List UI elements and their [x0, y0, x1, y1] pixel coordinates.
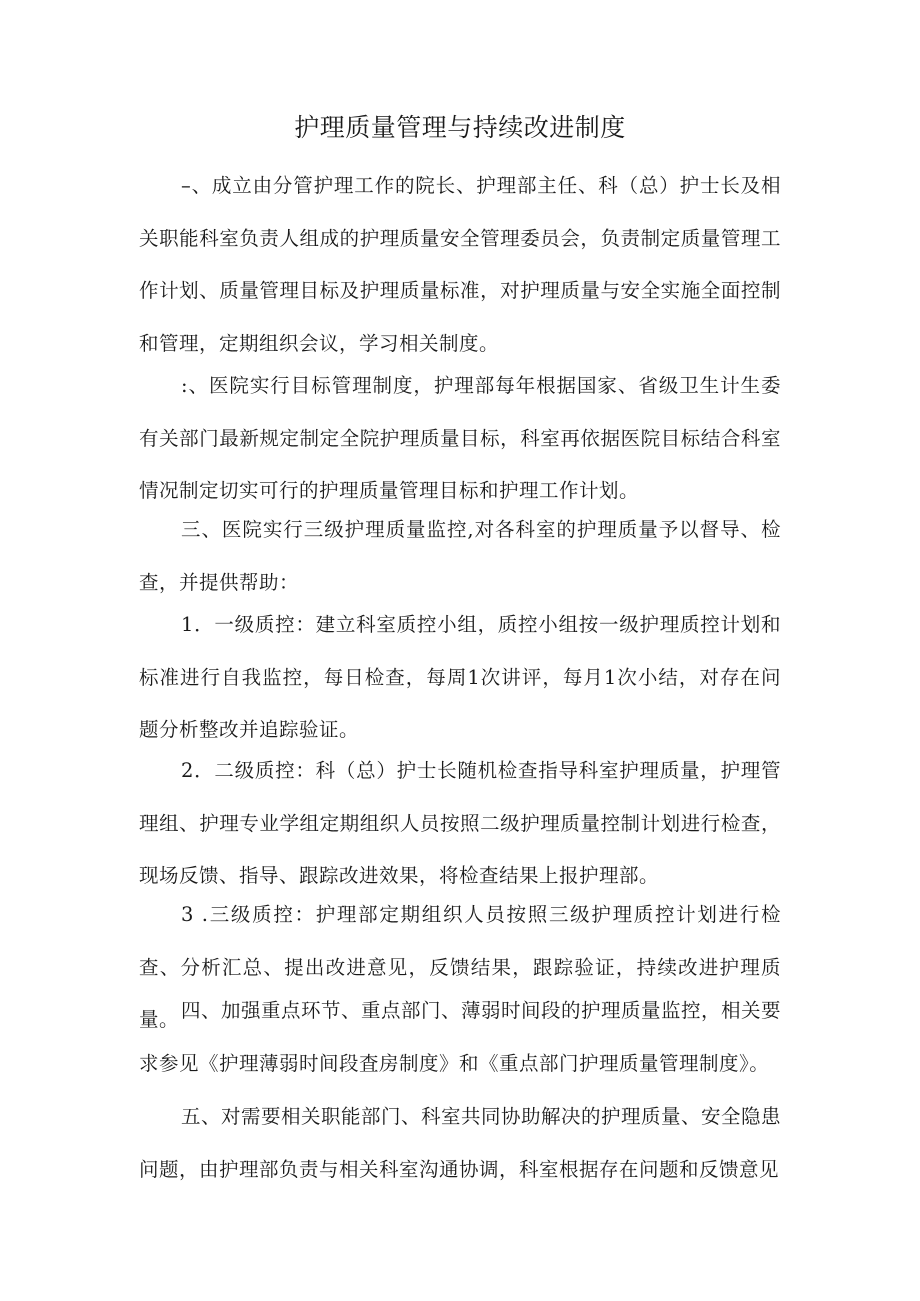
paragraph-4 [139, 599, 781, 757]
paragraph-3 [139, 504, 781, 609]
paragraph-6-text: 3 .三级质控：护理部定期组织人员按照三级护理质控计划进行检查、分析汇总、提出改进意见，反馈结果，跟踪验证，持续改进护理质量。 [139, 903, 781, 1031]
paragraph-2-text: :、医院实行目标管理制度，护理部每年根据国家、省级卫生计生委有关部门最新规定制定全院护理质量目标，科室再依据医院目标结合科室情况制定切实可行的护理质量管理目标和护理工作计划。 [139, 374, 781, 502]
paragraph-3-text: 三、医院实行三级护理质量监控,对各科室的护理质量予以督导、检查，并提供帮助： [139, 518, 781, 594]
paragraph-1 [139, 160, 781, 370]
paragraph-7 [139, 985, 781, 1090]
paragraph-8-text: 五、对需要相关职能部门、科室共同协助解决的护理质量、安全隐患问题，由护理部负责与相关科室沟通协调，科室根据存在问题和反馈意见 [139, 1105, 782, 1181]
document-title: 护理质量管理与持续改进制度 [294, 113, 626, 142]
paragraph-8 [139, 1091, 781, 1196]
paragraph-1-text: –、成立由分管护理工作的院长、护理部主任、科（总）护士长及相关职能科室负责人组成的护理质量安全管理委员会，负责制定质量管理工作计划、质量管理目标及护理质量标准，对护理质量与安全实施全面控制和管理，定期组织会议，学习相关制度。 [139, 174, 781, 355]
paragraph-4-text: 1．一级质控：建立科室质控小组，质控小组按一级护理质控计划和标准进行自我监控，每日检查，每周1次讲评，每月1次小结，对存在问题分析整改并追踪验证。 [139, 613, 781, 741]
paragraph-2 [139, 360, 781, 518]
paragraph-5 [139, 745, 781, 903]
paragraph-5-text: 2．二级质控：科（总）护士长随机检查指导科室护理质量，护理管理组、护理专业学组定期组织人员按照二级护理质量控制计划进行检查，现场反馈、指导、跟踪改进效果，将检查结果上报护理部。 [139, 759, 781, 887]
paragraph-7-text: 四、加强重点环节、重点部门、薄弱时间段的护理质量监控，相关要求参见《护理薄弱时间段査房制度》和《重点部门护理质量管理制度》。 [139, 999, 782, 1075]
